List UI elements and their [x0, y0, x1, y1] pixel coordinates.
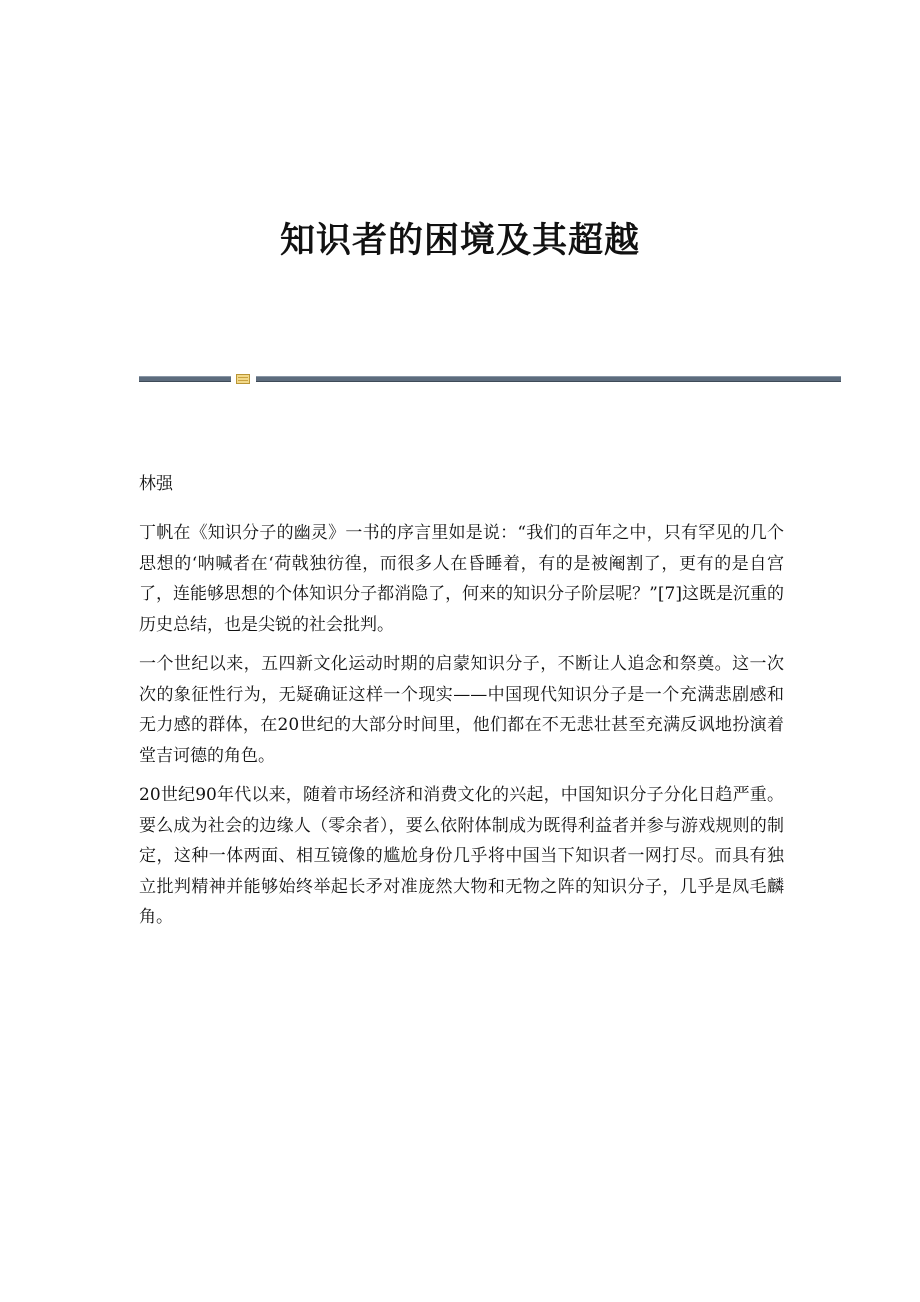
- divider-bar-right: [256, 376, 841, 382]
- title-divider: [139, 374, 841, 384]
- divider-bar-left: [139, 376, 231, 382]
- document-title: 知识者的困境及其超越: [279, 220, 640, 261]
- author-name: 林强: [139, 474, 173, 494]
- article-body: [139, 467, 784, 942]
- ornament-icon: [236, 374, 250, 384]
- paragraph-1: 丁帆在《知识分子的幽灵》一书的序言里如是说：“我们的百年之中，只有罕见的几个思想的‘呐喊者在‘荷戟独彷徨，而很多人在昏睡着，有的是被阉割了，更有的是自宫了，连能够思想的个体知识分子都消隐了，何来的知识分子阶层呢？”[7]这既是沉重的历史总结，也是尖锐的社会批判。: [139, 523, 784, 635]
- paragraph-3: 20世纪90年代以来，随着市场经济和消费文化的兴起，中国知识分子分化日趋严重。要么成为社会的边缘人（零余者），要么依附体制成为既得利益者并参与游戏规则的制定，这种一体两面、相互镜像的尴尬身份几乎将中国当下知识者一网打尽。而具有独立批判精神并能够始终举起长矛对准庞然大物和无物之阵的知识分子，几乎是凤毛麟角。: [139, 785, 784, 927]
- paragraph-2: 一个世纪以来，五四新文化运动时期的启蒙知识分子，不断让人追念和祭奠。这一次次的象征性行为，无疑确证这样一个现实——中国现代知识分子是一个充满悲剧感和无力感的群体，在20世纪的大部分时间里，他们都在不无悲壮甚至充满反讽地扮演着堂吉诃德的角色。: [139, 654, 784, 766]
